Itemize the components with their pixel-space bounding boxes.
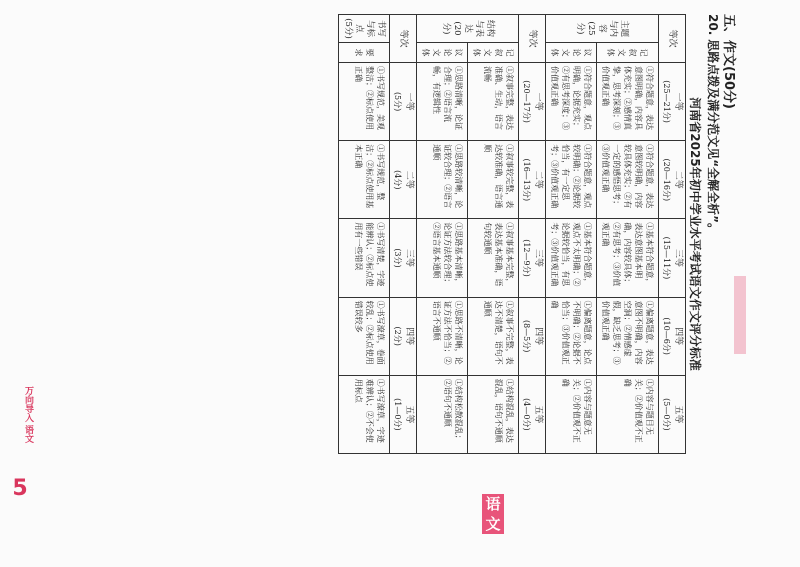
level-score: 四等 (2分) [390,297,417,375]
standard-title: 河南省2025年初中学业水平考试语文作文评分标准 [688,97,702,371]
table-row [597,15,659,454]
page-number: 5 [12,476,28,501]
level-header-label: 等次 [659,15,686,63]
criteria-cell: ①书写潦草，卷面较乱；②标点使用错误较多 [339,297,390,375]
criteria-cell: ①思路清晰，论证合理；②语言流畅，有逻辑性 [417,63,468,141]
level-score-row [390,15,417,454]
level-header-label: 等次 [519,15,546,63]
criteria-cell: ①叙事完整，表达准确、生动，语言流畅 [468,63,519,141]
criteria-cell: ①书写清楚，字迹能辨认；②标点使用有一些错误 [339,219,390,297]
level-header-row [659,15,686,454]
row-label: 记叙文体 [468,43,519,63]
criteria-cell: ①符合题意，表达意图明确，内容具体充实；②感情真挚，思考深刻；③价值观正确 [597,63,659,141]
criteria-cell: ①符合题意，观点较明确；②论据较恰当，有一定思考；③价值观正确 [546,141,597,219]
category-structure-label: 结构与表达 (20分) [417,15,519,43]
table-row [546,15,597,454]
level-score: 二等 (16—13分) [519,141,546,219]
row-label: 议论文体 [417,43,468,63]
header-badge [734,276,746,354]
level-1-header: 一等 (25—21分) [659,63,686,141]
rotated-page-content [50,14,740,454]
level-score: 一等 (20—17分) [519,63,546,141]
criteria-cell: ①叙事不完整，表达不清楚，语句不通顺 [468,297,519,375]
criteria-cell: ①思路不清晰，论证方法不恰当；②语言不通顺 [417,297,468,375]
question-number: 20. [706,14,720,36]
level-score: 二等 (4分) [390,141,417,219]
subject-tab: 语文 [482,494,504,534]
level-score: 五等 (1—0分) [390,375,417,453]
criteria-cell: ①结构松散混乱；②语句不通顺 [417,375,468,453]
criteria-cell: ①书写规范，整洁；②标点使用基本正确 [339,141,390,219]
category-writing-label: 书写与标点 (5分) [339,15,390,43]
question-text: 思路点拨及满分范文见“全解全析”。 [706,39,720,236]
row-label: 议论文体 [546,43,597,63]
scoring-table [338,14,686,454]
criteria-cell: ①基本符合题意，观点不太明确；②论据较恰当，有思考；③价值观正确 [546,219,597,297]
criteria-cell: ①内容与题意无关；②价值观不正确 [546,375,597,453]
section-heading: 五、作文(50分) [721,14,736,109]
criteria-cell: ①结构混乱，表达混乱，语句不通顺 [468,375,519,453]
level-score: 五等 (4—0分) [519,375,546,453]
criteria-cell: ①符合题意，观点明确，论据充实；②有思考深度；③价值观正确 [546,63,597,141]
row-label: 要求 [339,43,390,63]
question-line [705,14,722,235]
brand-label: 万向导入 语文 [23,386,33,444]
criteria-cell: ①符合题意，表达意图较明确，内容较具体充实；②有一定的感悟思考；③价值观正确 [597,141,659,219]
criteria-cell: ①偏离题意，论点不明确；②论据不恰当；③价值观正确 [546,297,597,375]
level-score: 三等 (12—9分) [519,219,546,297]
level-score: 四等 (8—5分) [519,297,546,375]
row-label: 记叙文体 [597,43,659,63]
level-2-header: 二等 (20—16分) [659,141,686,219]
table-row [468,15,519,454]
criteria-cell: ①思路基本清晰，论证方法较合理；②语言基本通顺 [417,219,468,297]
page-footer [3,386,37,526]
criteria-cell: ①思路较清晰，论证较合理；②语言通顺 [417,141,468,219]
level-score: 一等 (5分) [390,63,417,141]
table-row [339,15,390,454]
criteria-cell: ①基本符合题意，表达意图基本明确，内容较具体；②有思考；③价值观正确 [597,219,659,297]
level-score-row [519,15,546,454]
criteria-cell: ①叙事较完整，表达较准确，语言通顺 [468,141,519,219]
criteria-cell: ①书写潦草，字迹难辨认；②不会使用标点 [339,375,390,453]
category-content-label: 主题与内容 (25分) [546,15,659,43]
criteria-cell: ①书写规范，美观整洁；②标点使用正确 [339,63,390,141]
level-4-header: 四等 (10—6分) [659,297,686,375]
table-row [417,15,468,454]
criteria-cell: ①偏离题意，表达意图不明确，内容空洞；②情感虚假，缺乏思考；③价值观正确 [597,297,659,375]
level-header-label: 等次 [390,15,417,63]
criteria-cell: ①内容与题目无关；②价值观不正确 [597,375,659,453]
level-3-header: 三等 (15—11分) [659,219,686,297]
level-score: 三等 (3分) [390,219,417,297]
level-5-header: 五等 (5—0分) [659,375,686,453]
criteria-cell: ①叙事基本完整，表达基本准确，语句较通顺 [468,219,519,297]
